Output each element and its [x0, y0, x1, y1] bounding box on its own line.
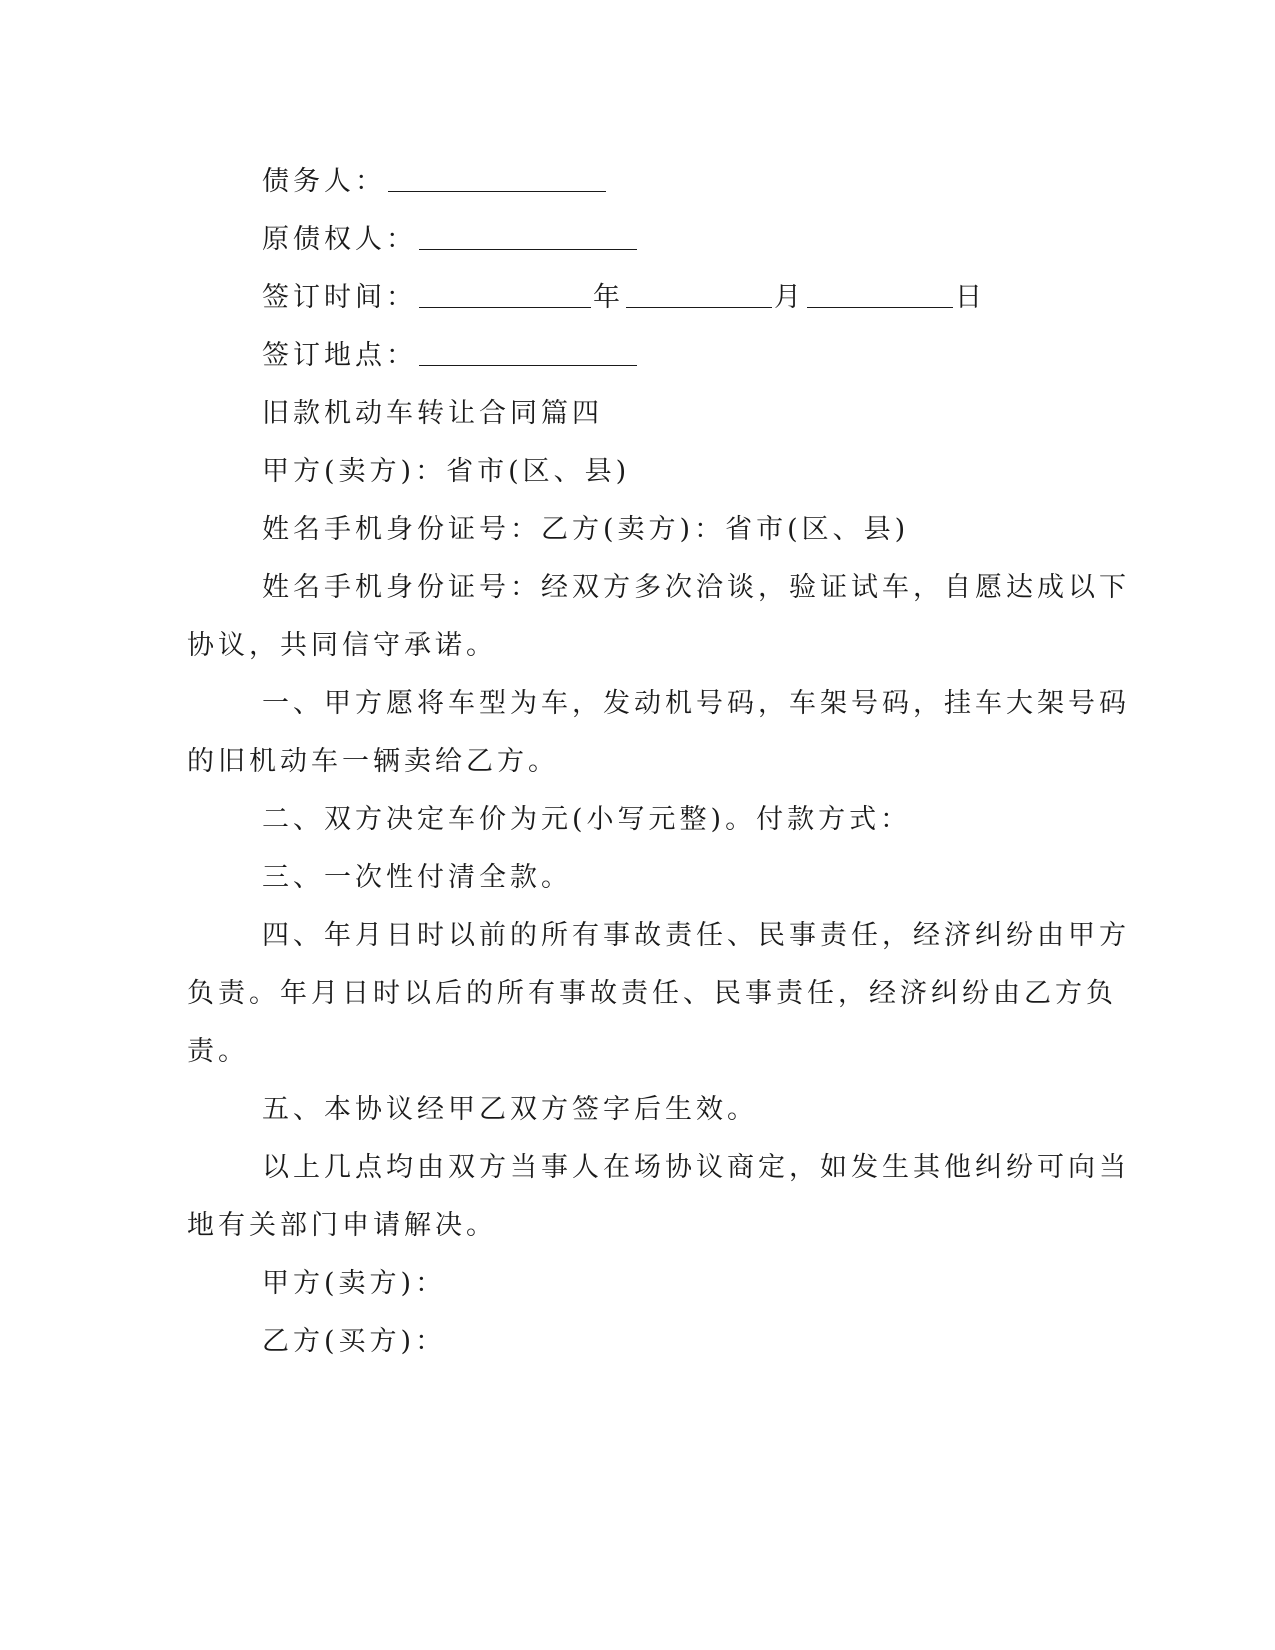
party-b-signature-line: 乙方(买方)：: [262, 1326, 447, 1357]
sign-place-line: [262, 338, 639, 374]
day-blank: [807, 283, 953, 308]
debtor-label: 债务人：: [262, 166, 386, 197]
sign-place-label: 签订地点：: [262, 340, 417, 371]
year-blank: [419, 283, 591, 308]
sign-date-line: [262, 280, 986, 316]
paragraph-line: 以上几点均由双方当事人在场协议商定，如发生其他纠纷可向当: [262, 1152, 1130, 1183]
sign-place-blank: [419, 341, 637, 366]
month-blank: [626, 283, 772, 308]
day-label: 日: [955, 282, 986, 313]
month-label: 月: [774, 282, 805, 313]
debtor-line: [262, 164, 608, 200]
paragraph-line: 二、双方决定车价为元(小写元整)。付款方式：: [262, 804, 912, 835]
year-label: 年: [593, 282, 624, 313]
paragraph-line: 一、甲方愿将车型为车，发动机号码，车架号码，挂车大架号码: [262, 688, 1130, 719]
paragraph-line: 责。: [187, 1036, 249, 1067]
party-a-signature-line: 甲方(卖方)：: [262, 1268, 447, 1299]
paragraph-line: 三、一次性付清全款。: [262, 862, 572, 893]
sign-date-label: 签订时间：: [262, 282, 417, 313]
paragraph-line: 五、本协议经甲乙双方签字后生效。: [262, 1094, 758, 1125]
original-creditor-line: [262, 222, 639, 258]
paragraph-line: 甲方(卖方)：省市(区、县): [262, 456, 631, 487]
paragraph-line: 四、年月日时以前的所有事故责任、民事责任，经济纠纷由甲方: [262, 920, 1130, 951]
paragraph-line: 地有关部门申请解决。: [187, 1210, 497, 1241]
paragraph-line: 负责。年月日时以后的所有事故责任、民事责任，经济纠纷由乙方负: [187, 978, 1117, 1009]
debtor-blank: [388, 167, 606, 192]
paragraph-line: 姓名手机身份证号：乙方(卖方)：省市(区、县): [262, 514, 910, 545]
paragraph-line: 协议，共同信守承诺。: [187, 630, 497, 661]
paragraph-line: 姓名手机身份证号：经双方多次洽谈，验证试车，自愿达成以下: [262, 572, 1130, 603]
paragraph-line: 的旧机动车一辆卖给乙方。: [187, 746, 559, 777]
section-heading: 旧款机动车转让合同篇四: [262, 398, 603, 429]
original-creditor-blank: [419, 225, 637, 250]
original-creditor-label: 原债权人：: [262, 224, 417, 255]
